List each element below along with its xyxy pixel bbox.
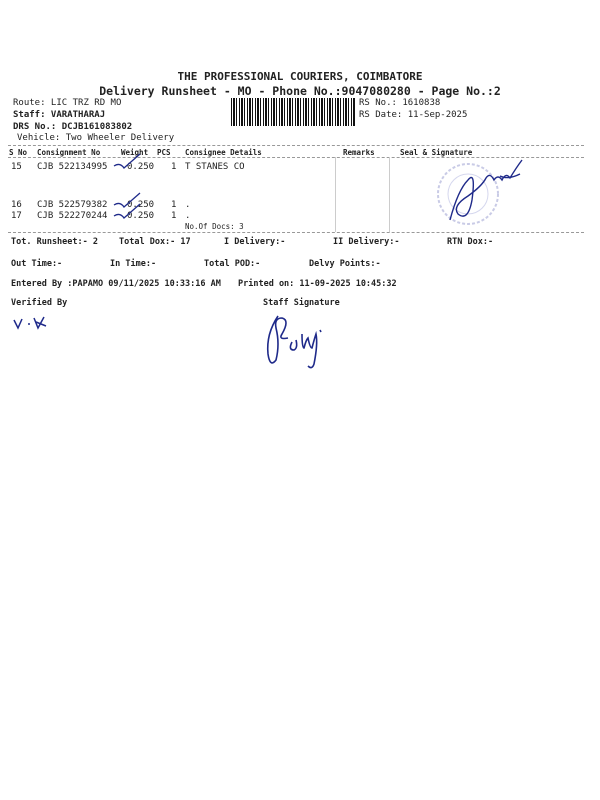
col-consignee: Consignee Details <box>185 148 262 157</box>
col-weight: Weight <box>121 148 149 157</box>
table-row-sno: 16 <box>11 200 22 210</box>
col-remarks: Remarks <box>343 148 375 157</box>
vehicle-label: Vehicle: Two Wheeler Delivery <box>17 133 175 143</box>
tick-mark-icon <box>112 152 142 174</box>
seal-divider <box>389 157 390 232</box>
out-time: Out Time:- <box>11 259 63 269</box>
ii-delivery: II Delivery:- <box>333 237 400 247</box>
rtn-dox: RTN Dox:- <box>447 237 494 247</box>
table-row-consignee: . <box>185 211 191 221</box>
drs-number: DRS No.: DCJB161083802 <box>13 122 133 132</box>
in-time: In Time:- <box>110 259 157 269</box>
printed-on: Printed on: 11-09-2025 10:45:32 <box>238 279 397 289</box>
total-runsheet: Tot. Runsheet:- 2 <box>11 237 98 247</box>
route-label: Route: LIC TRZ RD MO <box>13 98 122 108</box>
table-row-weight: 0.250 <box>127 200 155 210</box>
col-consignment: Consignment No <box>37 148 101 157</box>
table-row-consignee: . <box>185 200 191 210</box>
total-pod: Total POD:- <box>204 259 261 269</box>
total-dox: Total Dox:- 17 <box>119 237 191 247</box>
table-row-sno: 17 <box>11 211 22 221</box>
entered-by: Entered By :PAPAMO 09/11/2025 10:33:16 AM <box>11 279 221 289</box>
seal-signature-icon <box>438 150 528 230</box>
barcode-icon <box>231 98 355 126</box>
no-of-docs: No.Of Docs: 3 <box>185 222 244 231</box>
staff-signature-icon <box>258 304 338 374</box>
i-delivery: I Delivery:- <box>224 237 286 247</box>
table-row-weight: 0.250 <box>127 211 155 221</box>
table-row-pcs: 1 <box>171 211 177 221</box>
runsheet-subtitle: Delivery Runsheet - MO - Phone No.:9047080280 - Page No.:2 <box>99 84 501 98</box>
delvy-points: Delvy Points:- <box>309 259 381 269</box>
remarks-divider <box>335 157 336 232</box>
table-top-rule <box>8 145 584 146</box>
col-pcs: PCS <box>157 148 171 157</box>
rs-number: RS No.: 1610838 <box>359 98 441 108</box>
rs-date: RS Date: 11-Sep-2025 <box>359 110 468 120</box>
table-row-consignment: CJB 522134995 <box>37 162 108 172</box>
table-row-sno: 15 <box>11 162 22 172</box>
verified-initials-icon <box>12 314 52 334</box>
table-row-consignee: T STANES CO <box>185 162 245 172</box>
table-row-pcs: 1 <box>171 200 177 210</box>
staff-label: Staff: VARATHARAJ <box>13 110 106 120</box>
verified-by-label: Verified By <box>11 298 68 308</box>
col-seal-signature: Seal & Signature <box>400 148 473 157</box>
table-row-pcs: 1 <box>171 162 177 172</box>
col-sno: S No <box>9 148 28 157</box>
tick-mark-icon <box>112 202 142 224</box>
table-row-consignment: CJB 522270244 <box>37 211 108 221</box>
table-row-weight: 0.250 <box>127 162 155 172</box>
table-row-consignment: CJB 522579382 <box>37 200 108 210</box>
staff-signature-label: Staff Signature <box>263 298 340 308</box>
company-title: THE PROFESSIONAL COURIERS, COIMBATORE <box>177 70 423 83</box>
